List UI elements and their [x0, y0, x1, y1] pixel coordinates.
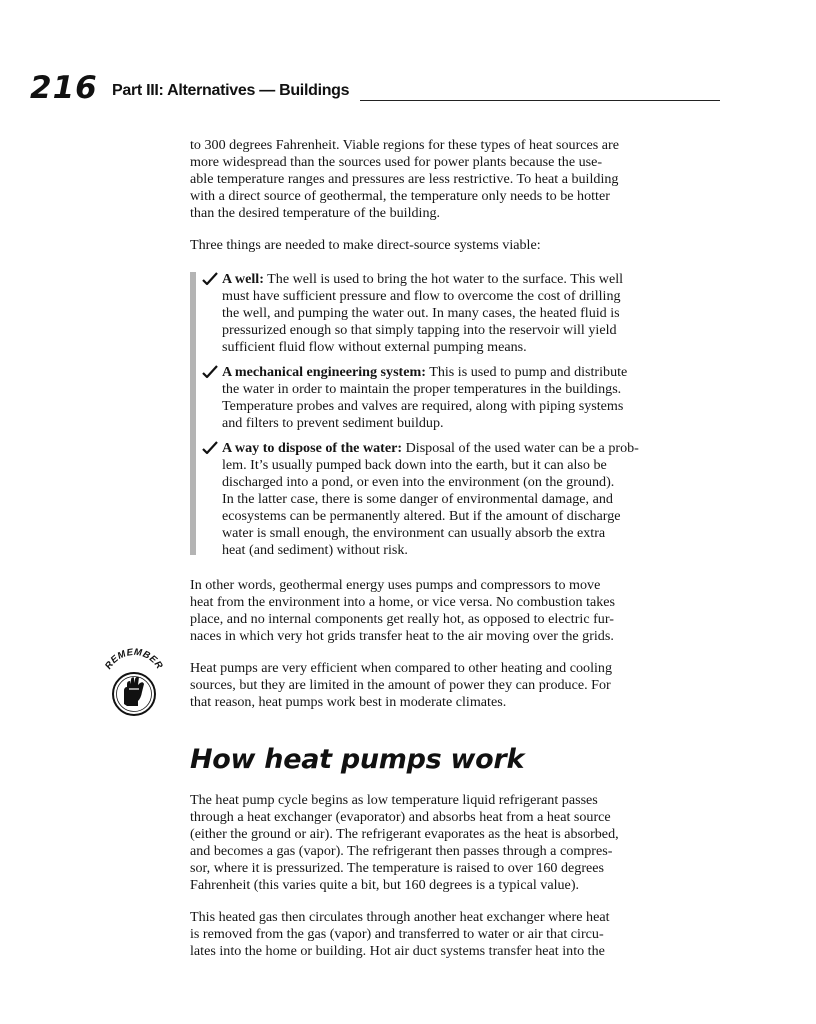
check-mark-icon [202, 441, 218, 455]
running-head: Part III: Alternatives — Buildings [112, 82, 350, 99]
svg-text:REMEMBER [103, 648, 165, 671]
text-line: heat from the environment into a home, or vice versa. No combustion takes [190, 594, 616, 610]
text-line: more widespread than the sources used for power plants because the use- [190, 154, 603, 170]
text-line: lates into the home or building. Hot air duct systems transfer heat into the [190, 943, 605, 959]
text-line: the well, and pumping the water out. In many cases, the heated fluid is [222, 305, 620, 321]
bullet-text: This is used to pump and distribute [425, 364, 628, 380]
paragraph-6 [190, 909, 710, 960]
text-line: the water in order to maintain the proper temperatures in the buildings. [222, 381, 622, 397]
check-mark-icon [202, 365, 218, 379]
paragraph-5 [190, 792, 710, 894]
paragraph-1 [190, 137, 710, 222]
text-line: and filters to prevent sediment buildup. [222, 415, 444, 431]
bullet-text: The well is used to bring the hot water to the surface. This well [263, 271, 624, 287]
text-line: Fahrenheit (this varies quite a bit, but 160 degrees is a typical value). [190, 877, 580, 893]
text-line: pressurized enough so that simply tapping into the reservoir will yield [222, 322, 617, 338]
paragraph-2 [190, 237, 710, 254]
page-number: 216 [30, 70, 98, 106]
bullet-list-bar [190, 272, 196, 555]
text-line: lem. It’s usually pumped back down into the earth, but it can also be [222, 457, 607, 473]
text-line: In other words, geothermal energy uses pumps and compressors to move [190, 577, 601, 593]
text-line: and becomes a gas (vapor). The refrigerant then passes through a compres- [190, 843, 613, 859]
text-line: Temperature probes and valves are required, along with piping systems [222, 398, 624, 414]
text-line: sources, but they are limited in the amount of power they can produce. For [190, 677, 611, 693]
text-line: In the latter case, there is some danger of environmental damage, and [222, 491, 613, 507]
text-line: ecosystems can be permanently altered. But if the amount of discharge [222, 508, 621, 524]
text-line: This heated gas then circulates through another heat exchanger where heat [190, 909, 610, 925]
paragraph-4 [190, 660, 710, 711]
text-line: that reason, heat pumps work best in moderate climates. [190, 694, 507, 710]
text-line: with a direct source of geothermal, the temperature only needs to be hotter [190, 188, 610, 204]
bullet-lead: A mechanical engineering system: [222, 364, 426, 380]
bullet-text: Disposal of the used water can be a prob- [402, 440, 639, 456]
text-line: (either the ground or air). The refrigerant evaporates as the heat is absorbed, [190, 826, 619, 842]
text-line: sufficient fluid flow without external pumping means. [222, 339, 527, 355]
remember-label: REMEMBER [103, 648, 165, 672]
remember-icon [96, 648, 172, 724]
text-line: The heat pump cycle begins as low temperature liquid refrigerant passes [190, 792, 598, 808]
bullet-lead: A way to dispose of the water: [222, 440, 403, 456]
text-line: place, and no internal components get really hot, as opposed to electric fur- [190, 611, 614, 627]
text-line: Heat pumps are very efficient when compared to other heating and cooling [190, 660, 613, 676]
text-line: is removed from the gas (vapor) and transferred to water or air that circu- [190, 926, 604, 942]
text-line: able temperature ranges and pressures are less restrictive. To heat a building [190, 171, 619, 187]
text-line: discharged into a pond, or even into the environment (on the ground). [222, 474, 615, 490]
section-heading: How heat pumps work [190, 744, 525, 775]
header-rule [360, 100, 720, 101]
bullet-lead: A well: [222, 271, 264, 287]
remember-badge-graphic [96, 648, 172, 724]
text-line: than the desired temperature of the building. [190, 205, 441, 221]
text-line: through a heat exchanger (evaporator) and absorbs heat from a heat source [190, 809, 611, 825]
paragraph-3 [190, 577, 710, 645]
text-line: sor, where it is pressurized. The temperature is raised to over 160 degrees [190, 860, 605, 876]
text-line: heat (and sediment) without risk. [222, 542, 408, 558]
text-line: must have sufficient pressure and flow to overcome the cost of drilling [222, 288, 621, 304]
check-mark-icon [202, 272, 218, 286]
text-line: water is small enough, the environment can usually absorb the extra [222, 525, 606, 541]
page-header [30, 68, 720, 108]
text-line: Three things are needed to make direct-source systems viable: [190, 237, 541, 253]
text-line: naces in which very hot grids transfer heat to the air moving over the grids. [190, 628, 614, 644]
text-line: to 300 degrees Fahrenheit. Viable regions for these types of heat sources are [190, 137, 619, 153]
